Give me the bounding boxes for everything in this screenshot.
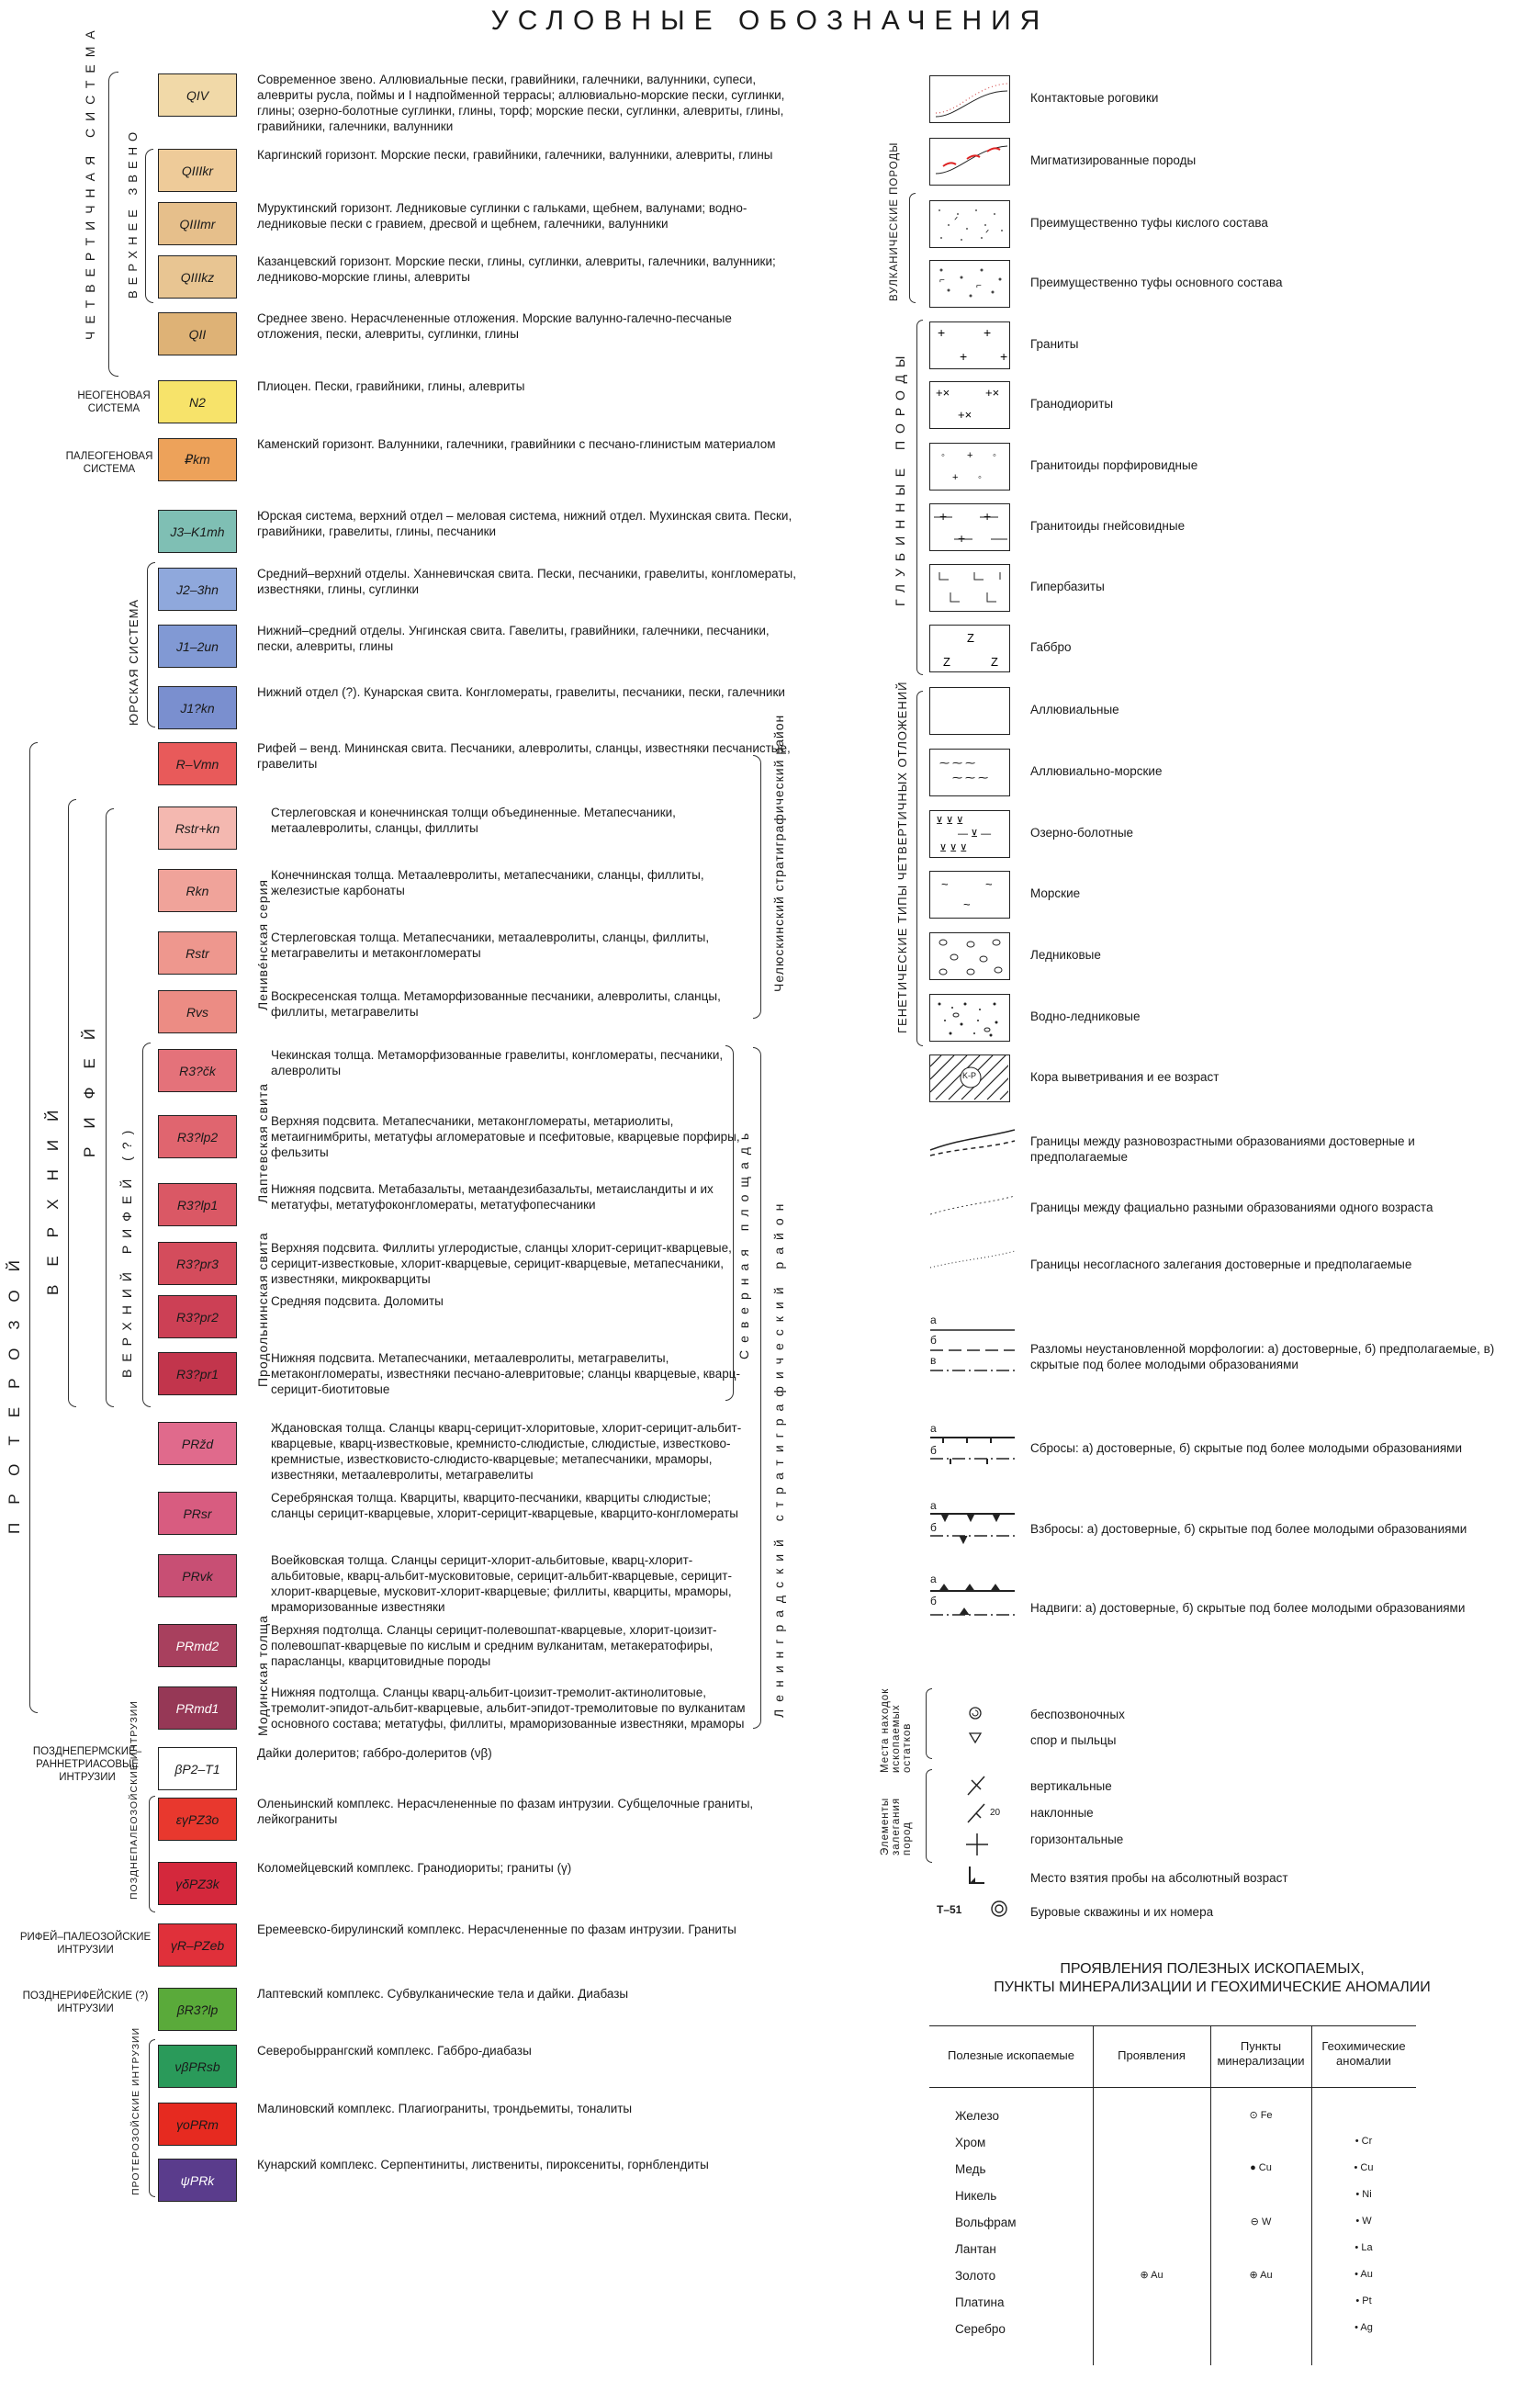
symbol-description: Аллювиальные	[1030, 703, 1119, 716]
unit-description: Стерлеговская и конечнинская толщи объединенные. Метапесчаники, метаалевролиты, сланцы, филлиты	[271, 806, 676, 835]
svg-text:⁓ ⁓ ⁓: ⁓ ⁓ ⁓	[939, 758, 976, 769]
unit-description: Верхняя подсвита. Филлиты углеродистые, сланцы хлорит-серицит-кварцевые, серицит-известковые, хлорит-кварцевые, серицит-кварцевые, метапесчаники, известняки, микрокварциты	[271, 1241, 732, 1286]
dip-angle: 20	[990, 1808, 1001, 1818]
minerals-header-shows: Проявления	[1118, 2048, 1186, 2062]
unit-description: Нижний отдел (?). Кунарская свита. Конгломераты, гравелиты, песчаники, пески, галечники	[257, 685, 785, 699]
unit-index: R3?pr2	[176, 1309, 219, 1325]
bracket-plutonic	[916, 320, 923, 675]
unit-index: βP2–T1	[174, 1761, 220, 1776]
unit-index: γδPZ3k	[175, 1876, 219, 1891]
unit-swatch	[158, 742, 237, 785]
symbol-description: Преимущественно туфы кислого состава	[1030, 216, 1268, 230]
symbol-box	[929, 503, 1010, 551]
unit-description: Современное звено. Аллювиальные пески, гравийники, галечники, валунники, супеси, алевриты русла, поймы и I надпойменной террасы; аллювиально-морские пески, суглинки, глины; озерно-болотные суглинки, глины, торф; морские пески, суглинки, алевриты, глины, гравийники, галечники, валунники	[257, 73, 785, 133]
unit-description: Воейковская толща. Сланцы серицит-хлорит-альбитовые, кварц-хлорит-альбитовые, кварц-альбит-мусковитовые, серицит-альбит-кварцевые, серицит-хлорит-кварцевые, мусковит-хлорит-кварцевые; филлиты, кварциты, мраморы, мраморизованные известняки	[271, 1553, 732, 1614]
svg-text:+: +	[984, 509, 992, 524]
mineral-anomaly: • Ag	[1355, 2322, 1373, 2333]
unit-description: Оленьинский комплекс. Нерасчлененные по фазам интрузии. Субщелочные граниты, лейкограниты	[257, 1797, 754, 1826]
svg-text:+: +	[938, 325, 946, 340]
unit-index: PRmd2	[175, 1638, 219, 1653]
unit-description: Юрская система, верхний отдел – меловая система, нижний отдел. Мухинская свита. Пески, гравийники, гравелиты, глины, песчаники	[257, 509, 792, 538]
svg-text:⌐: ⌐	[976, 281, 982, 291]
symbol-description: Преимущественно туфы основного состава	[1030, 276, 1283, 289]
symbol-box	[929, 810, 1010, 858]
unit-index: Rvs	[185, 1004, 209, 1020]
well-id: Т–51	[937, 1903, 962, 1916]
unit-description: Ждановская толща. Сланцы кварц-серицит-хлоритовые, хлорит-серицит-альбит-кварцевые, кварц-известковые, кремнисто-слюдистые, слюдистые, известково-кремнистые, известковисто-слюдисто-кварцевые; метапесчаники, мраморы, известняки, метаалевролиты, метагравелиты	[271, 1421, 742, 1482]
svg-text:⌐: ⌐	[939, 276, 945, 286]
group-lenivenskaya: Лениве́нская серия	[255, 879, 270, 1010]
unit-description: Нижняя подтолща. Сланцы кварц-альбит-цоизит-тремолит-актинолитовые, тремолит-эпидот-альбит-кварцевые, альбит-эпидот-тремолитовые по вулканитам основного состава; метатуфы, филлиты, мраморизованные известняки, мраморы	[271, 1686, 746, 1731]
unit-swatch	[158, 1049, 237, 1092]
symbol-box	[929, 564, 1010, 612]
line-desc-3: Разломы неустановленной морфологии: а) достоверные, б) предполагаемые, в) скрытые под более молодыми образованиями	[1030, 1342, 1495, 1371]
unit-swatch	[158, 312, 237, 355]
line-desc-0: Границы между разновозрастными образованиями достоверные и предполагаемые	[1030, 1134, 1415, 1164]
unit-swatch	[158, 1115, 237, 1158]
group-plutonic: ГЛУБИННЫЕ ПОРОДЫ	[893, 348, 907, 606]
symbol-description: Габбро	[1030, 640, 1072, 654]
unit-index: QII	[188, 326, 207, 342]
unit-index: J1?kn	[180, 700, 215, 716]
symbol-box	[929, 381, 1010, 429]
unit-index: Rkn	[185, 883, 209, 898]
unit-index: R3?lp1	[176, 1197, 219, 1212]
unit-index: PRžd	[181, 1436, 214, 1451]
mineral-anomaly: • Au	[1355, 2269, 1373, 2280]
group-proterozoic-intrusions: ПРОТЕРОЗОЙСКИЕ ИНТРУЗИИ	[130, 2026, 141, 2195]
unit-index: βR3?lp	[176, 2002, 219, 2017]
svg-text:+: +	[952, 472, 959, 483]
group-neogene: НЕОГЕНОВАЯ СИСТЕМА	[77, 390, 151, 414]
group-genetic: ГЕНЕТИЧЕСКИЕ ТИПЫ ЧЕТВЕРТИЧНЫХ ОТЛОЖЕНИЙ	[895, 681, 909, 1033]
minerals-header-divider	[929, 2087, 1416, 2088]
svg-text:+×: +×	[936, 386, 950, 400]
unit-swatch	[158, 1352, 237, 1395]
svg-text:~: ~	[941, 877, 949, 891]
sample-icon	[964, 1865, 992, 1889]
weathering-age: K-P	[962, 1071, 977, 1080]
unit-swatch	[158, 73, 237, 117]
bracket-genetic	[916, 691, 923, 1046]
mineral-anomaly: • Cu	[1354, 2162, 1374, 2173]
bracket-fossils	[926, 1688, 932, 1759]
unit-index: R3?pr3	[176, 1256, 219, 1271]
unit-index: R3?lp2	[176, 1129, 219, 1145]
symbol-description: Граниты	[1030, 337, 1079, 351]
symbol-description: Контактовые роговики	[1030, 91, 1159, 105]
unit-index: νβPRsb	[174, 2058, 220, 2074]
svg-text:◦: ◦	[978, 472, 982, 483]
unit-description: Северобыррангский комплекс. Габбро-диабазы	[257, 2044, 532, 2058]
line-desc-1: Границы между фациально разными образованиями одного возраста	[1030, 1201, 1433, 1214]
bracket-severnaya	[725, 1045, 734, 1401]
mineral-name: Вольфрам	[955, 2216, 1017, 2229]
minerals-header-resource: Полезные ископаемые	[948, 2048, 1074, 2062]
unit-description: Каргинский горизонт. Морские пески, гравийники, галечники, валунники, алевриты, глины	[257, 148, 773, 162]
symbol-description: Гранитоиды гнейсовидные	[1030, 519, 1186, 533]
symbol-description: Морские	[1030, 886, 1081, 900]
group-fossils: Места находок ископаемых остатков	[880, 1687, 913, 1773]
symbol-description: Кора выветривания и ее возраст	[1030, 1070, 1220, 1084]
bracket-upper-link	[145, 149, 153, 303]
mineral-show: ⊕ Au	[1140, 2270, 1163, 2281]
svg-text:— ⊻ —: — ⊻ —	[958, 829, 992, 840]
unit-index: ψPRk	[180, 2172, 215, 2188]
sample-label: Место взятия пробы на абсолютный возраст	[1030, 1871, 1288, 1885]
symbol-box	[929, 260, 1010, 308]
letter-b: б	[930, 1334, 937, 1347]
unit-index: N2	[189, 394, 206, 410]
mineral-name: Хром	[955, 2136, 986, 2149]
symbol-box	[929, 138, 1010, 186]
symbol-box	[929, 443, 1010, 491]
svg-text:◦: ◦	[941, 450, 945, 461]
group-jurassic: ЮРСКАЯ СИСТЕМА	[127, 598, 141, 726]
svg-text:Z: Z	[991, 655, 998, 669]
unit-swatch	[158, 2159, 237, 2202]
unit-description: Нижний–средний отделы. Унгинская свита. Гавелиты, гравийники, галечники, песчаники, пески, алевриты, глины	[257, 624, 770, 653]
group-upper-riphean: ВЕРХНИЙ РИФЕЙ (?)	[119, 1122, 134, 1378]
unit-swatch	[158, 1747, 237, 1790]
unit-swatch	[158, 1624, 237, 1667]
group-riphean: РИФЕЙ	[81, 1009, 98, 1157]
symbol-description: Мигматизированные породы	[1030, 153, 1197, 167]
mineral-name: Никель	[955, 2189, 997, 2203]
unit-index: R–Vmn	[175, 756, 219, 772]
unit-index: Rstr+kn	[174, 820, 220, 836]
bracket-jurassic	[147, 562, 155, 727]
bracket-bedding	[926, 1769, 932, 1863]
group-late-riphean: ПОЗДНЕРИФЕЙСКИЕ (?) ИНТРУЗИИ	[22, 1991, 149, 2014]
symbol-box	[929, 687, 1010, 735]
group-leningradsky: Ленинградский стратиграфический район	[771, 1196, 786, 1718]
minerals-title-1: ПРОЯВЛЕНИЯ ПОЛЕЗНЫХ ИСКОПАЕМЫХ,	[1060, 1961, 1365, 1977]
unit-index: γoPRm	[176, 2116, 219, 2132]
unit-description: Серебрянская толща. Кварциты, кварцито-песчаники, кварциты слюдистые; сланцы серицит-кварцевые, хлорит-серицит-кварцевые, кварцито-конгломераты	[271, 1491, 738, 1520]
unit-description: Кунарский комплекс. Серпентиниты, листвениты, пироксениты, горнблендиты	[257, 2158, 709, 2171]
symbol-description: Гранитоиды порфировидные	[1030, 458, 1198, 472]
bracket-upper-proterozoic	[68, 799, 76, 1407]
bracket-volcanic	[909, 193, 916, 303]
unit-swatch	[158, 568, 237, 611]
group-paleogene: ПАЛЕОГЕНОВАЯ СИСТЕМА	[65, 451, 153, 475]
symbol-box	[929, 321, 1010, 369]
letter-v: в	[930, 1354, 937, 1367]
mineral-name: Серебро	[955, 2322, 1006, 2336]
unit-index: γR–PZeb	[170, 1937, 225, 1953]
unit-swatch	[158, 1295, 237, 1338]
svg-text:Z: Z	[943, 655, 950, 669]
unit-swatch	[158, 625, 237, 668]
minerals-header-points: Пункты минерализации	[1217, 2039, 1305, 2068]
unit-swatch	[158, 1242, 237, 1285]
unit-description: Рифей – венд. Мининская свита. Песчаники, алевролиты, сланцы, известняки песчанистые, гравелиты	[257, 741, 791, 771]
symbol-box	[929, 871, 1010, 919]
unit-index: PRsr	[183, 1506, 212, 1521]
unit-swatch	[158, 438, 237, 481]
unit-description: Чекинская толща. Метаморфизованные гравелиты, конгломераты, песчаники, алевролиты	[271, 1048, 724, 1077]
symbol-description: Ледниковые	[1030, 948, 1101, 962]
unit-description: Казанцевский горизонт. Морские пески, глины, суглинки, алевриты, галечники, валунники; ледниково-морские глины, алевриты	[257, 254, 776, 284]
unit-index: ₽km	[185, 452, 210, 467]
svg-text:~: ~	[963, 897, 971, 911]
unit-swatch	[158, 1686, 237, 1730]
unit-index: PRvk	[182, 1568, 213, 1584]
mineral-anomaly: • Ni	[1355, 2189, 1372, 2200]
fossil-spores: спор и пыльцы	[1030, 1733, 1117, 1747]
symbol-description: Гипербазиты	[1030, 580, 1105, 593]
bracket-proterozoic-intrusions	[149, 2039, 155, 2197]
bedding-horizontal: горизонтальные	[1030, 1833, 1124, 1846]
line-desc-4: Сбросы: а) достоверные, б) скрытые под более молодыми образованиями	[1030, 1441, 1463, 1455]
letter-b-3: б	[930, 1521, 937, 1534]
unit-description: Еремеевско-бирулинский комплекс. Нерасчлененные по фазам интрузии. Граниты	[257, 1923, 736, 1936]
svg-text:Z: Z	[967, 631, 974, 645]
svg-text:+: +	[960, 349, 968, 364]
mineral-anomaly: • Pt	[1355, 2295, 1372, 2306]
unit-index: PRmd1	[175, 1700, 219, 1716]
unit-index: J3–K1mh	[170, 524, 225, 539]
fossil-icons	[964, 1704, 992, 1759]
minerals-header-anomalies: Геохимические аномалии	[1321, 2039, 1406, 2068]
group-severnaya: Северная площадь	[736, 1125, 751, 1359]
unit-description: Нижняя подсвита. Метабазальты, метаандезибазальты, метаисландиты и их метатуфы, метатуфоконгломераты, метатуфопесчаники	[271, 1182, 714, 1212]
mineral-name: Медь	[955, 2162, 986, 2176]
unit-index: QIIIkr	[181, 163, 214, 178]
bracket-late-paleozoic	[149, 1796, 155, 1912]
group-upper-link: ВЕРХНЕЕ ЗВЕНО	[126, 126, 140, 299]
unit-description: Каменский горизонт. Валунники, галечники, гравийники с песчано-глинистым материалом	[257, 437, 776, 451]
unit-swatch	[158, 380, 237, 423]
letter-a-4: а	[930, 1573, 937, 1585]
mineral-name: Лантан	[955, 2242, 996, 2256]
unit-description: Конечнинская толща. Метаалевролиты, метапесчаники, сланцы, филлиты, железистые карбонаты	[271, 868, 704, 897]
group-bedding: Элементы залегания пород	[880, 1797, 913, 1855]
bracket-riphean	[106, 808, 114, 1407]
group-late-perm: ПОЗДНЕПЕРМСКИЕ–РАННЕТРИАСОВЫЕ ИНТРУЗИИ	[32, 1746, 142, 1783]
minerals-col-divider-1	[1093, 2025, 1094, 2365]
unit-index: QIIIkz	[180, 269, 215, 285]
svg-text:+: +	[939, 509, 948, 524]
letter-a-2: а	[930, 1422, 937, 1435]
unit-description: Среднее звено. Нерасчлененные отложения. Морские валунно-галечно-песчаные отложения, пески, алевриты, суглинки, глины	[257, 311, 732, 341]
unit-description: Стерлеговская толща. Метапесчаники, метаалевролиты, сланцы, филлиты, метагравелиты и метаконгломераты	[271, 930, 710, 960]
mineral-point: ⊕ Au	[1249, 2270, 1273, 2281]
unit-description: Верхняя подсвита. Метапесчаники, метаконгломераты, метариолиты, метаигнимбриты, метатуфы агломератовые и псефитовые, кварцевые порфиры, фельзиты	[271, 1114, 740, 1159]
group-volcanic: ВУЛКАНИЧЕСКИЕ ПОРОДЫ	[889, 141, 900, 301]
letter-a: а	[930, 1314, 937, 1326]
well-icon	[990, 1900, 1010, 1920]
unit-swatch	[158, 990, 237, 1033]
unit-description: Малиновский комплекс. Плагиограниты, трондьемиты, тоналиты	[257, 2102, 633, 2115]
unit-description: Коломейцевский комплекс. Гранодиориты; граниты (γ)	[257, 1861, 572, 1875]
unit-swatch	[158, 2103, 237, 2146]
group-proterozoic: ПРОТЕРОЗОЙ	[6, 1242, 23, 1534]
unit-index: R3?čk	[179, 1063, 216, 1078]
svg-text:+×: +×	[985, 386, 1000, 400]
bracket-upper-riphean	[142, 1043, 151, 1407]
symbol-box	[929, 994, 1010, 1042]
bedding-inclined: наклонные	[1030, 1806, 1094, 1820]
svg-text:ᐟ: ᐟ	[954, 216, 959, 226]
bracket-chelyuskin	[753, 755, 761, 1019]
symbol-description: Гранодиориты	[1030, 397, 1114, 411]
mineral-name: Платина	[955, 2295, 1005, 2309]
mineral-anomaly: • La	[1355, 2242, 1373, 2253]
unit-swatch	[158, 1988, 237, 2031]
mineral-anomaly: • Cr	[1355, 2136, 1373, 2147]
svg-text:⊻ ⊻ ⊻: ⊻ ⊻ ⊻	[936, 816, 964, 827]
mineral-name: Железо	[955, 2109, 999, 2123]
svg-text:+: +	[958, 531, 966, 546]
unit-swatch	[158, 1183, 237, 1226]
svg-text:~: ~	[985, 877, 993, 891]
symbol-box	[929, 749, 1010, 796]
symbol-description: Аллювиально-морские	[1030, 764, 1163, 778]
svg-text:⁓ ⁓ ⁓: ⁓ ⁓ ⁓	[952, 773, 989, 784]
wells-label: Буровые скважины и их номера	[1030, 1905, 1214, 1919]
mineral-point: ⊙ Fe	[1249, 2110, 1273, 2121]
unit-swatch	[158, 869, 237, 912]
group-prodolninskaya: Продольнинская свита	[255, 1232, 270, 1387]
unit-index: J2–3hn	[176, 581, 219, 597]
unit-index: R3?pr1	[176, 1366, 219, 1382]
bracket-proterozoic	[29, 742, 38, 1713]
unit-swatch	[158, 806, 237, 850]
unit-description: Лаптевский комплекс. Субвулканические тела и дайки. Диабазы	[257, 1987, 629, 2001]
page-title: УСЛОВНЫЕ ОБОЗНАЧЕНИЯ	[490, 6, 1050, 36]
unit-description: Средняя подсвита. Доломиты	[271, 1294, 444, 1308]
line-desc-5: Взбросы: а) достоверные, б) скрытые под более молодыми образованиями	[1030, 1522, 1467, 1536]
unit-swatch	[158, 149, 237, 192]
fossil-invertebrates: беспозвоночных	[1030, 1708, 1125, 1721]
bracket-quaternary	[108, 72, 118, 377]
symbol-box	[929, 625, 1010, 672]
unit-swatch	[158, 510, 237, 553]
bracket-leningradsky	[753, 1047, 761, 1729]
svg-text:+: +	[967, 450, 973, 461]
unit-description: Средний–верхний отделы. Ханневичская свита. Пески, песчаники, гравелиты, конгломераты, известняки, глины, суглинки	[257, 567, 796, 596]
unit-swatch	[158, 1923, 237, 1967]
unit-index: QIIImr	[179, 216, 216, 231]
symbol-description: Озерно-болотные	[1030, 826, 1134, 840]
group-riphean-paleozoic: РИФЕЙ–ПАЛЕОЗОЙСКИЕ ИНТРУЗИИ	[19, 1932, 152, 1956]
unit-swatch	[158, 686, 237, 729]
unit-swatch	[158, 2045, 237, 2088]
svg-text:+: +	[1000, 349, 1008, 364]
line-desc-6: Надвиги: а) достоверные, б) скрытые под более молодыми образованиями	[1030, 1601, 1466, 1615]
line-symbols-graphics	[923, 1121, 1024, 1635]
unit-swatch	[158, 1798, 237, 1841]
unit-swatch	[158, 202, 237, 245]
svg-text:⊻ ⊻ ⊻: ⊻ ⊻ ⊻	[939, 843, 968, 854]
unit-swatch	[158, 255, 237, 299]
symbol-box	[929, 75, 1010, 123]
group-upper-proterozoic: ВЕРХНИЙ	[44, 1091, 62, 1295]
unit-description: Дайки долеритов; габбро-долеритов (νβ)	[257, 1746, 492, 1760]
svg-text:+: +	[984, 325, 992, 340]
unit-swatch	[158, 1862, 237, 1905]
mineral-point: ● Cu	[1250, 2162, 1272, 2173]
mineral-point: ⊖ W	[1250, 2216, 1272, 2227]
unit-index: εγPZ3o	[175, 1811, 219, 1827]
letter-a-3: а	[930, 1499, 937, 1512]
mineral-anomaly: • W	[1355, 2216, 1372, 2227]
unit-description: Плиоцен. Пески, гравийники, глины, алевриты	[257, 379, 525, 393]
unit-description: Нижняя подсвита. Метапесчаники, метаалевролиты, метагравелиты, метаконгломераты, известняки песчано-алевритовые; сланцы кварцевые, кварц-серицит-биотитовые	[271, 1351, 740, 1396]
svg-text:ᐟ: ᐟ	[985, 229, 990, 239]
group-chelyuskin: Челюскинский стратиграфический район	[771, 714, 786, 992]
unit-description: Муруктинский горизонт. Ледниковые суглинки с гальками, щебнем, валунами; водно-ледниковые пески с гравием, дресвой и щебнем, галечники, валунники	[257, 201, 748, 231]
group-lapteva: Лаптевская свита	[255, 1083, 270, 1203]
symbol-description: Водно-ледниковые	[1030, 1009, 1141, 1023]
svg-text:◦: ◦	[993, 450, 996, 461]
line-desc-2: Границы несогласного залегания достоверные и предполагаемые	[1030, 1258, 1412, 1271]
symbol-box	[929, 1055, 1010, 1102]
svg-text:+×: +×	[958, 408, 972, 422]
letter-b-4: б	[930, 1595, 937, 1607]
group-late-paleozoic: ПОЗДНЕПАЛЕОЗОЙСКИЕ ИНТРУЗИИ	[129, 1700, 140, 1900]
unit-swatch	[158, 1554, 237, 1597]
unit-description: Верхняя подтолща. Сланцы серицит-полевошпат-кварцевые, хлорит-цоизит-полевошпат-кварцевые по кислым и средним вулканитам, метакератофиры, парасланцы, кварцитовидные породы	[271, 1623, 717, 1668]
symbol-box	[929, 200, 1010, 248]
symbol-box	[929, 932, 1010, 980]
unit-swatch	[158, 1492, 237, 1535]
mineral-name: Золото	[955, 2269, 996, 2283]
bedding-vertical: вертикальные	[1030, 1779, 1112, 1793]
unit-swatch	[158, 931, 237, 975]
group-modinskaya: Модинская толща	[255, 1615, 270, 1736]
minerals-title-2: ПУНКТЫ МИНЕРАЛИЗАЦИИ И ГЕОХИМИЧЕСКИЕ АНОМАЛИИ	[994, 1979, 1431, 1995]
unit-index: J1–2un	[176, 638, 219, 654]
unit-index: QIV	[185, 87, 209, 103]
unit-swatch	[158, 1422, 237, 1465]
unit-description: Воскресенская толща. Метаморфизованные песчаники, алевролиты, сланцы, филлиты, метагравелиты	[271, 989, 721, 1019]
minerals-col-divider-2	[1210, 2025, 1211, 2365]
unit-index: Rstr	[185, 945, 209, 961]
letter-b-2: б	[930, 1444, 937, 1457]
group-quaternary: ЧЕТВЕРТИЧНАЯ СИСТЕМА	[83, 23, 97, 340]
